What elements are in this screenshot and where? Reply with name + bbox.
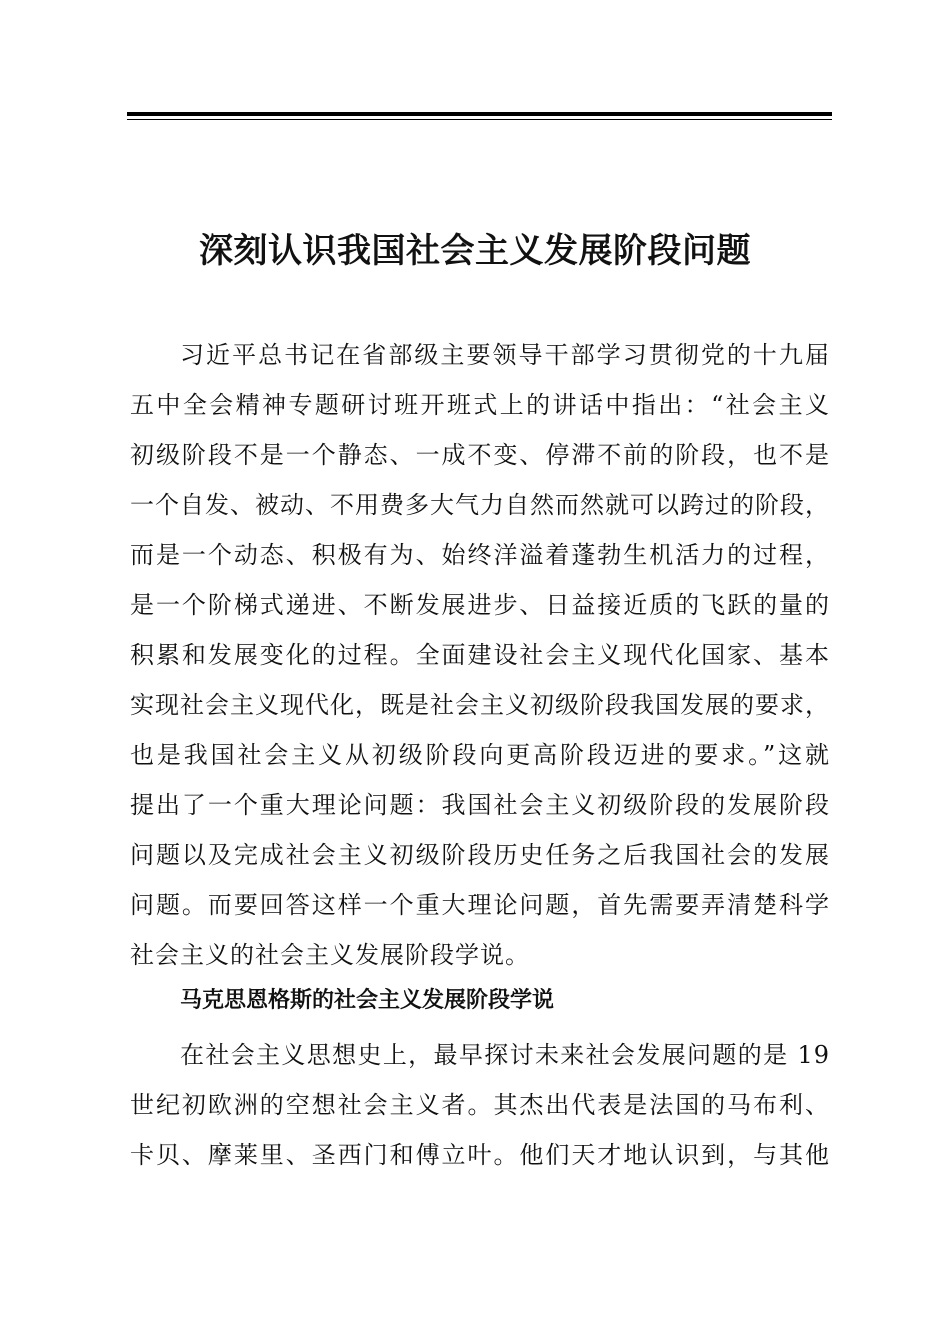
- paragraph-line: 卡贝、摩莱里、圣西门和傅立叶。他们天才地认识到，与其他: [130, 1141, 830, 1169]
- paragraph-line: 也是我国社会主义从初级阶段向更高阶段迈进的要求。”这就: [130, 741, 830, 769]
- header-rule-thin: [127, 119, 832, 120]
- section-subheading: 马克思恩格斯的社会主义发展阶段学说: [180, 988, 555, 1013]
- paragraph-line: 在社会主义思想史上，最早探讨未来社会发展问题的是 19: [180, 1041, 830, 1069]
- paragraph-line: 初级阶段不是一个静态、一成不变、停滞不前的阶段，也不是: [130, 441, 830, 469]
- paragraph-line: 是一个阶梯式递进、不断发展进步、日益接近质的飞跃的量的: [130, 591, 830, 619]
- paragraph-line: 而是一个动态、积极有为、始终洋溢着蓬勃生机活力的过程，: [130, 541, 830, 569]
- paragraph-line: 习近平总书记在省部级主要领导干部学习贯彻党的十九届: [180, 341, 830, 369]
- paragraph-line: 五中全会精神专题研讨班开班式上的讲话中指出：“社会主义: [130, 391, 830, 419]
- paragraph-line: 实现社会主义现代化，既是社会主义初级阶段我国发展的要求，: [130, 691, 830, 719]
- paragraph-line: 一个自发、被动、不用费多大气力自然而然就可以跨过的阶段，: [130, 491, 830, 519]
- paragraph-line: 积累和发展变化的过程。全面建设社会主义现代化国家、基本: [130, 641, 830, 669]
- paragraph-line: 提出了一个重大理论问题：我国社会主义初级阶段的发展阶段: [130, 791, 830, 819]
- header-rule-thick: [127, 112, 832, 116]
- paragraph-line: 问题以及完成社会主义初级阶段历史任务之后我国社会的发展: [130, 841, 830, 869]
- paragraph-line: 问题。而要回答这样一个重大理论问题，首先需要弄清楚科学: [130, 891, 830, 919]
- document-title: 深刻认识我国社会主义发展阶段问题: [199, 231, 751, 271]
- paragraph-line: 世纪初欧洲的空想社会主义者。其杰出代表是法国的马布利、: [130, 1091, 830, 1119]
- paragraph-line: 社会主义的社会主义发展阶段学说。: [130, 941, 530, 969]
